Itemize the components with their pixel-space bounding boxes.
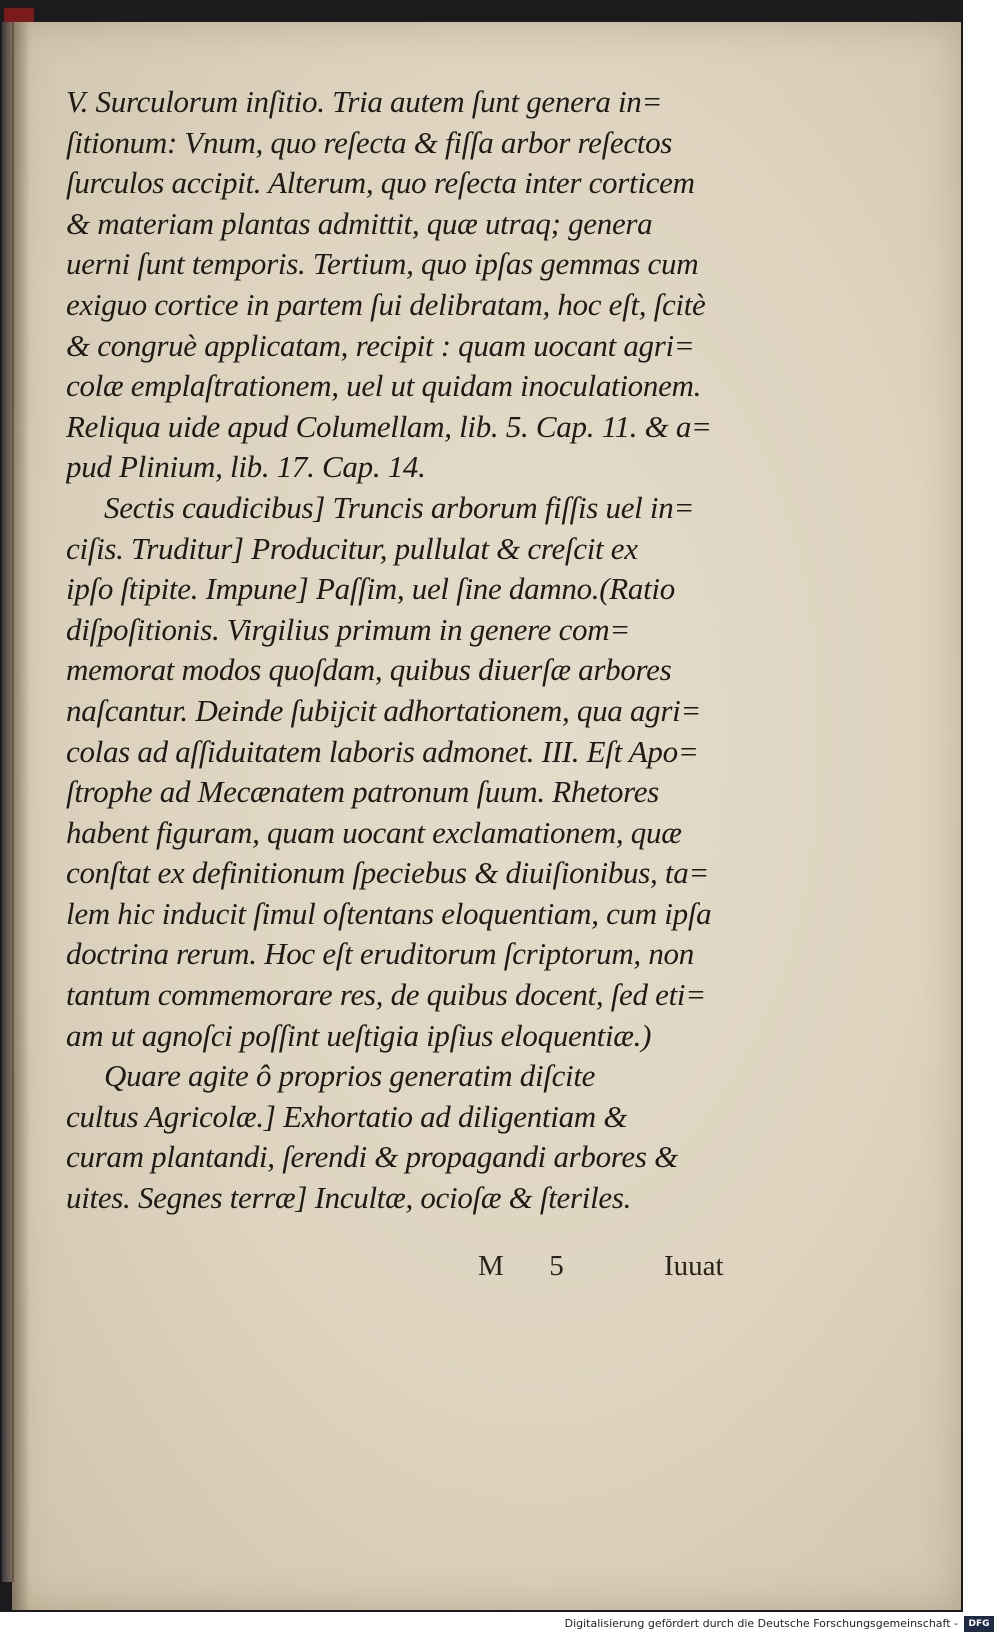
signature-number: 5	[549, 1250, 564, 1282]
text-line: Sectis caudicibus] Truncis arborum fiſſis uel in=	[104, 489, 695, 525]
text-line: & congruè applicatam, recipit : quam uocant agri=	[66, 327, 695, 363]
text-line: tantum commemorare res, de quibus docent, ſed eti=	[66, 977, 706, 1013]
text-line: naſcantur. Deinde ſubijcit adhortationem, qua agri=	[66, 692, 702, 728]
text-line: Quare agite ô proprios generatim diſcite	[104, 1058, 596, 1094]
signature-mark: M	[478, 1250, 504, 1282]
text-line: & materiam plantas admittit, quæ utraq; genera	[66, 205, 653, 241]
text-line: exiguo cortice in partem ſui delibratam, hoc eſt, ſcitè	[66, 286, 706, 322]
text-line: ipſo ſtipite. Impune] Paſſim, uel ſine damno.(Ratio	[66, 571, 675, 607]
signature-line	[478, 1250, 778, 1290]
catchword: Iuuat	[664, 1250, 724, 1282]
text-line: uites. Segnes terræ] Incultæ, ocioſæ & ſteriles.	[66, 1180, 632, 1216]
text-line: cultus Agricolæ.] Exhortatio ad diligentiam &	[66, 1098, 628, 1134]
text-line: pud Plinium, lib. 17. Cap. 14.	[66, 449, 426, 485]
text-line: ciſis. Truditur] Producitur, pullulat & creſcit ex	[66, 530, 638, 566]
text-line: ſitionum: Vnum, quo reſecta & fiſſa arbor reſectos	[66, 124, 673, 160]
text-line: colæ emplaſtrationem, uel ut quidam inoculationem.	[66, 368, 702, 404]
text-line: colas ad aſſiduitatem laboris admonet. III. Eſt Apo=	[66, 733, 699, 769]
text-line: V. Surculorum inſitio. Tria autem ſunt genera in=	[66, 84, 663, 119]
funding-notice: Digitalisierung gefördert durch die Deutsche Forschungsgemeinschaft -	[564, 1617, 958, 1630]
text-line: uerni ſunt temporis. Tertium, quo ipſas gemmas cum	[66, 246, 699, 282]
footer	[0, 1612, 1000, 1638]
text-line: habent figuram, quam uocant exclamationem, quæ	[66, 814, 682, 850]
text-line: doctrina rerum. Hoc eſt eruditorum ſcriptorum, non	[66, 936, 694, 972]
text-line: lem hic inducit ſimul oſtentans eloquentiam, cum ipſa	[66, 895, 712, 931]
text-line: curam plantandi, ſerendi & propagandi arbores &	[66, 1139, 678, 1175]
text-line: Reliqua uide apud Columellam, lib. 5. Cap. 11. & a=	[66, 408, 712, 444]
text-line: am ut agnoſci poſſint ueſtigia ipſius eloquentiæ.)	[66, 1017, 652, 1053]
text-line: conſtat ex definitionum ſpeciebus & diuiſionibus, ta=	[66, 855, 710, 891]
text-line: ſtrophe ad Mecænatem patronum ſuum. Rhetores	[66, 774, 659, 810]
page-text	[66, 82, 786, 1219]
gutter-shadow	[12, 22, 30, 1610]
dfg-logo[interactable]: DFG	[964, 1616, 994, 1632]
binding-tab	[4, 8, 34, 22]
text-line: memorat modos quoſdam, quibus diuerſæ arbores	[66, 652, 672, 688]
text-line: diſpoſitionis. Virgilius primum in genere com=	[66, 611, 630, 647]
text-line: ſurculos accipit. Alterum, quo reſecta inter corticem	[66, 165, 695, 201]
